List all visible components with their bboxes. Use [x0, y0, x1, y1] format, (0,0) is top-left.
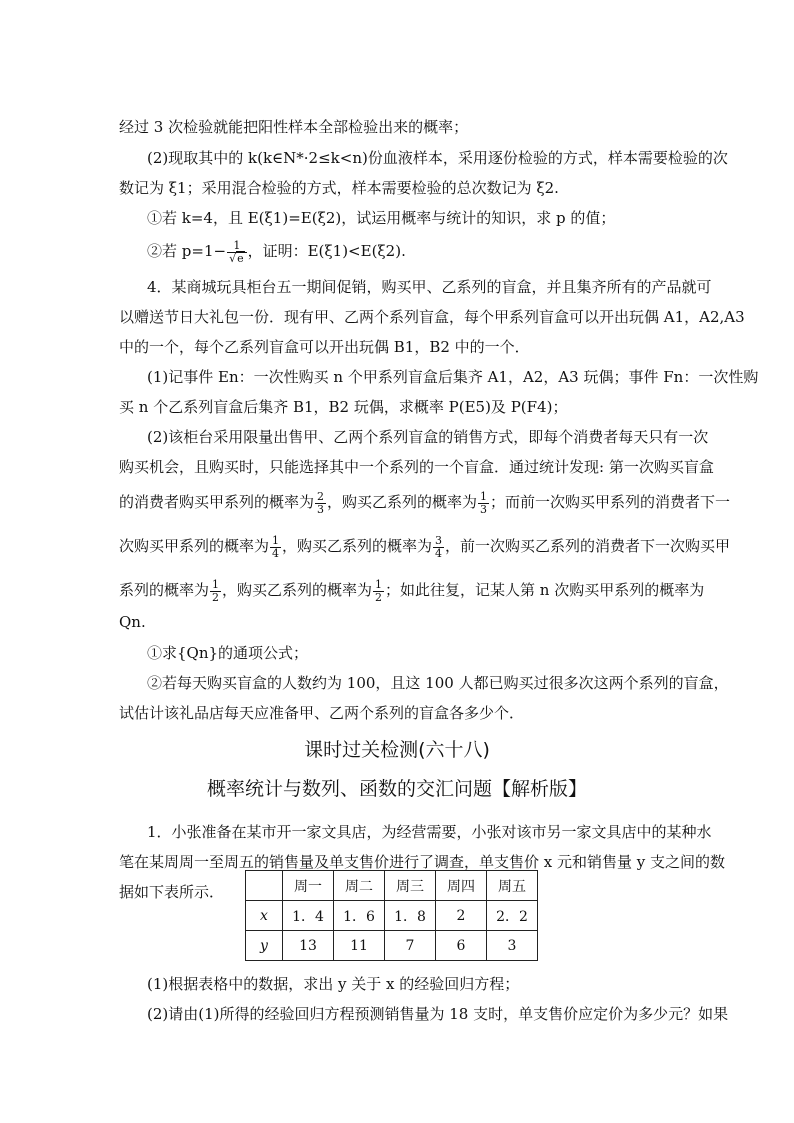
data-table — [245, 870, 538, 961]
table-cell: 周一 — [283, 871, 334, 901]
table-cell: 1．6 — [334, 901, 385, 931]
section-title: 课时过关检测(六十八) — [304, 739, 490, 761]
text-line: 以赠送节日大礼包一份．现有甲、乙两个系列盲盒，每个甲系列盲盒可以开出玩偶 A1，A2,A3 — [119, 308, 745, 326]
text-line: 笔在某周周一至周五的销售量及单支售价进行了调查，单支售价 x 元和销售量 y 支之间的数 — [119, 853, 726, 871]
fraction — [315, 491, 326, 516]
table-cell: 周三 — [385, 871, 436, 901]
text-line: 4．某商城玩具柜台五一期间促销，购买甲、乙系列的盲盒，并且集齐所有的产品就可 — [147, 278, 712, 296]
text-line — [119, 486, 731, 518]
table-cell: 3 — [487, 931, 538, 961]
text-segment: ，购买乙系列的概率为 — [222, 581, 373, 599]
table-cell: 周二 — [334, 871, 385, 901]
text-segment: 次购买甲系列的概率为 — [119, 537, 270, 555]
fraction-denominator: 4 — [435, 546, 443, 560]
fraction-numerator: 1 — [480, 489, 488, 503]
text-line: ①若 k=4，且 E(ξ1)=E(ξ2)，试运用概率与统计的知识，求 p 的值； — [147, 209, 616, 227]
fraction-numerator: 2 — [317, 489, 325, 503]
text-line: (1)记事件 En：一次性购买 n 个甲系列盲盒后集齐 A1，A2，A3 玩偶；事件 Fn：一次性购 — [147, 368, 759, 386]
text-line — [119, 530, 731, 562]
fraction-numerator: 1 — [375, 577, 383, 591]
text-line: (2)现取其中的 k(k∈N*·2≤k<n)份血液样本，采用逐份检验的方式，样本需要检验的次 — [147, 149, 728, 167]
table-row — [246, 901, 538, 931]
text-segment: ，前一次购买乙系列的消费者下一次购买甲 — [445, 537, 731, 555]
fraction-numerator: 1 — [212, 577, 220, 591]
table-cell: 1．8 — [385, 901, 436, 931]
fraction-denominator: 3 — [317, 502, 325, 516]
text-line: 买 n 个乙系列盲盒后集齐 B1，B2 玩偶，求概率 P(E5)及 P(F4)； — [119, 398, 568, 416]
table-cell: 11 — [334, 931, 385, 961]
text-line: 据如下表所示． — [119, 883, 225, 901]
text-line: 中的一个，每个乙系列盲盒可以开出玩偶 B1，B2 中的一个． — [119, 338, 530, 356]
fraction — [210, 579, 221, 604]
table-cell: 周四 — [436, 871, 487, 901]
fraction-numerator: 1 — [272, 533, 280, 547]
table-cell: 周五 — [487, 871, 538, 901]
fraction — [478, 491, 489, 516]
text-segment: ；而前一次购买甲系列的消费者下一 — [490, 493, 731, 511]
table-cell: 13 — [283, 931, 334, 961]
table-cell: x — [246, 901, 283, 931]
fraction — [227, 240, 247, 265]
fraction-numerator: 3 — [435, 533, 443, 547]
table-cell — [246, 871, 283, 901]
text-line: ①求{Qn}的通项公式； — [147, 644, 309, 662]
fraction-denominator: 4 — [272, 546, 280, 560]
text-line: 1．小张准备在某市开一家文具店，为经营需要，小张对该市另一家文具店中的某种水 — [147, 823, 712, 841]
text-line: 购买机会，且购买时，只能选择其中一个系列的一个盲盒．通过统计发现: 第一次购买盲盒 — [119, 458, 714, 476]
table-row — [246, 931, 538, 961]
fraction-numerator: 1 — [227, 240, 247, 253]
text-line — [147, 236, 679, 266]
text-segment: ，购买乙系列的概率为 — [327, 493, 478, 511]
text-segment: 的消费者购买甲系列的概率为 — [119, 493, 315, 511]
text-line: (1)根据表格中的数据，求出 y 关于 x 的经验回归方程； — [147, 975, 520, 993]
text-segment: ；如此往复，记某人第 n 次购买甲系列的概率为 — [385, 581, 705, 599]
table-cell: 2．2 — [487, 901, 538, 931]
table-cell: 7 — [385, 931, 436, 961]
text-line — [119, 574, 705, 606]
fraction-denominator: √e — [229, 251, 244, 265]
text-segment: 系列的概率为 — [119, 581, 210, 599]
text-line: 试估计该礼品店每天应准备甲、乙两个系列的盲盒各多少个． — [119, 704, 525, 722]
text-line: Qn. — [119, 613, 146, 631]
fraction — [270, 535, 281, 560]
table-cell: 1．4 — [283, 901, 334, 931]
text-segment: ②若 p=1− — [147, 242, 227, 260]
fraction-denominator: 2 — [212, 590, 220, 604]
fraction — [433, 535, 444, 560]
text-line: 数记为 ξ1；采用混合检验的方式，样本需要检验的总次数记为 ξ2. — [119, 179, 559, 197]
section-subtitle: 概率统计与数列、函数的交汇问题【解析版】 — [206, 778, 587, 800]
table-cell: 6 — [436, 931, 487, 961]
text-segment: ，证明：E(ξ1)<E(ξ2). — [247, 242, 406, 260]
fraction-denominator: 2 — [375, 590, 383, 604]
fraction — [373, 579, 384, 604]
table-header-row — [246, 871, 538, 901]
text-line: (2)请由(1)所得的经验回归方程预测销售量为 18 支时，单支售价应定价为多少元？如果 — [147, 1005, 729, 1023]
text-line: 经过 3 次检验就能把阳性样本全部检验出来的概率； — [119, 118, 469, 136]
table-cell: 2 — [436, 901, 487, 931]
table-cell: y — [246, 931, 283, 961]
sqrt-radicand: e — [237, 251, 244, 265]
fraction-denominator: 3 — [480, 502, 488, 516]
text-line: (2)该柜台采用限量出售甲、乙两个系列盲盒的销售方式，即每个消费者每天只有一次 — [147, 428, 709, 446]
text-segment: ，购买乙系列的概率为 — [282, 537, 433, 555]
text-line: ②若每天购买盲盒的人数约为 100，且这 100 人都已购买过很多次这两个系列的盲盒， — [147, 674, 729, 692]
